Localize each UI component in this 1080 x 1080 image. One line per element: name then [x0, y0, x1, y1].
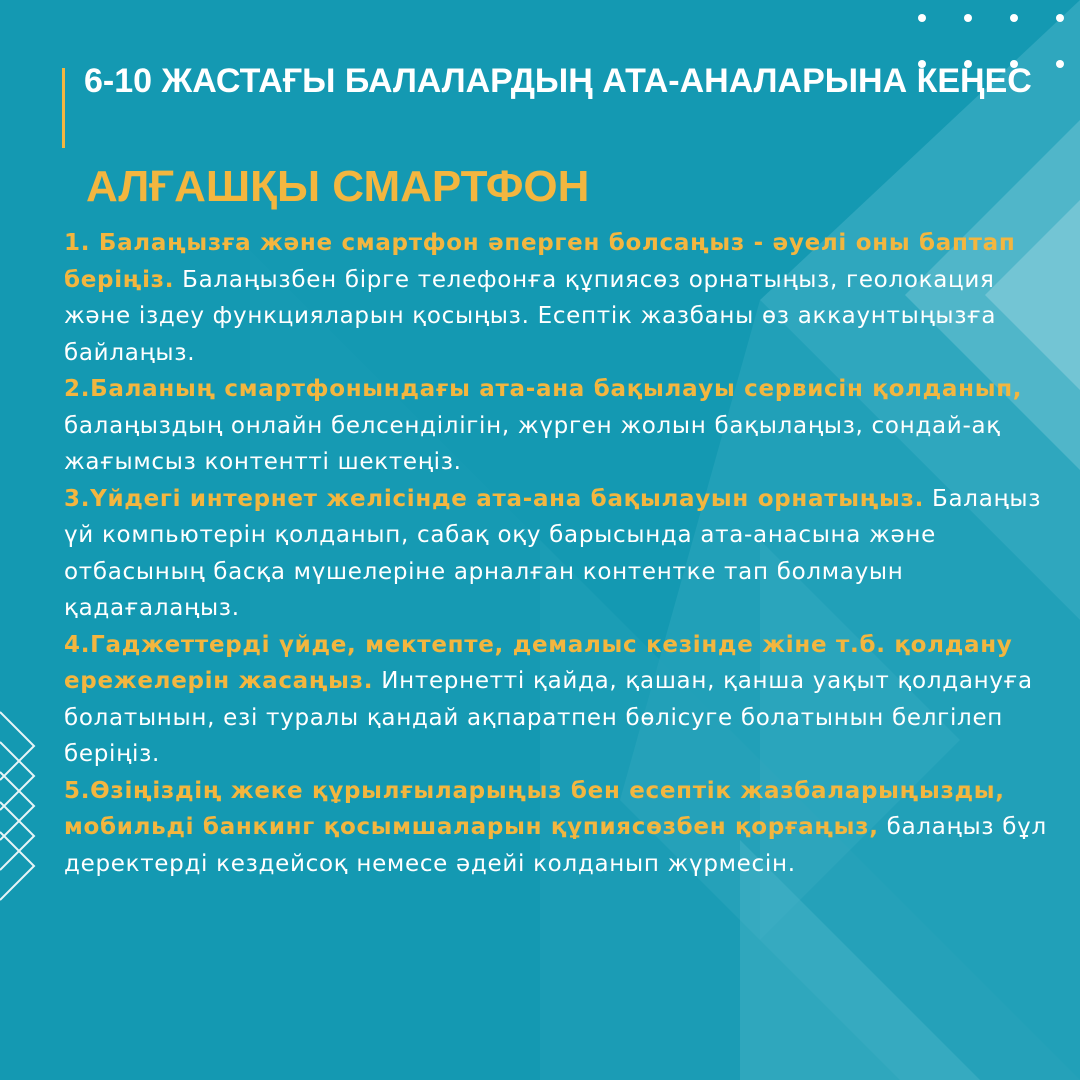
tip-heading: 2.Баланың смартфонындағы ата-ана бақылауы сервисін қолданып,	[64, 376, 1023, 402]
tip-body: балаңыз бұл деректерді кездейсоқ немесе әдейі колданып жүрмесін.	[64, 814, 1047, 877]
tip-body: балаңыздың онлайн белсенділігін, жүрген жолын бақылаңыз, сондай-ақ жағымсыз контентті шектеңіз.	[64, 412, 1001, 475]
tip-item	[64, 773, 1049, 883]
tip-item	[64, 371, 1049, 481]
tip-item	[64, 627, 1049, 773]
tips-list	[64, 225, 1049, 882]
tip-item	[64, 481, 1049, 627]
tip-heading: 3.Үйдегі интернет желісінде ата-ана бақылауын орнатыңыз.	[64, 485, 925, 512]
tip-heading: 5.Өзіңіздің жеке құрылғыларыңыз бен есептік жазбаларыңызды, мобильді банкинг қосымшаларын құпиясөзбен қорғаңыз,	[64, 777, 1005, 840]
tip-heading: 4.Гаджеттерді үйде, мектепте, демалыс кезінде жіне т.б. қолдану ережелерін жасаңыз.	[64, 631, 1013, 694]
tip-body: Интернетті қайда, қашан, қанша уақыт қолдануға болатынын, езі туралы қандай ақпаратпен бөлісуге болатынын белгілеп беріңіз.	[64, 668, 1033, 767]
page-subtitle: АЛҒАШҚЫ СМАРТФОН	[86, 162, 590, 211]
tip-heading: 1. Балаңызға және смартфон әперген болсаңыз - әуелі оны баптап беріңіз.	[64, 230, 1016, 293]
tip-body: Балаңызбен бірге телефонға құпиясөз орнатыңыз, геолокация және іздеу функцияларын қосыңыз. Есептік жазбаны өз аккаунтыңызға байлаңыз.	[64, 266, 997, 366]
page-title: 6-10 ЖАСТАҒЫ БАЛАЛАРДЫҢ АТА-АНАЛАРЫНА КЕҢЕС	[84, 62, 1032, 100]
tip-body: Балаңыз үй компьютерін қолданып, сабақ оқу барысында ата-анасына және отбасының басқа мүшелеріне арналған контентке тап болмауын қадағалаңыз.	[64, 485, 1042, 621]
tip-item	[64, 225, 1049, 371]
title-accent-bar	[62, 68, 65, 148]
